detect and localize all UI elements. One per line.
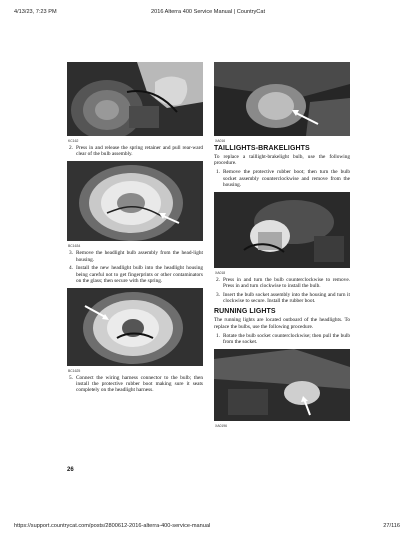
left-column — [67, 62, 203, 398]
step-text: Press in and turn the bulb counterclockwise to remove. Press in and turn clockwise to install the bulb. — [223, 277, 350, 290]
print-title: 2016 Alterra 400 Service Manual | CountryCat — [150, 9, 265, 15]
step-number: 3. — [216, 291, 220, 298]
print-timestamp: 4/13/23, 7:23 PM — [14, 9, 57, 15]
figure-id: XA0196 — [215, 424, 228, 429]
section-intro: The running lights are located outboard of the headlights. To replace the bulbs, use the following procedure. — [214, 317, 350, 330]
step-list-a — [67, 145, 203, 157]
list-item — [214, 277, 350, 289]
photo — [214, 62, 350, 136]
step-number: 2. — [216, 277, 220, 284]
step-number: 1. — [216, 169, 220, 176]
right-column — [214, 62, 350, 430]
step-text: Insert the bulb socket assembly into the housing and turn it clockwise to secure. Install the rubber boot. — [223, 291, 350, 305]
list-item — [214, 169, 350, 188]
list-item — [67, 375, 203, 394]
figure-headlight-bulb — [67, 161, 203, 249]
step-list-c — [67, 375, 203, 394]
figure-id: BC1634 — [68, 244, 81, 249]
section-intro: To replace a taillight-brakelight bulb, use the following procedure. — [214, 154, 350, 167]
step-text: Remove the headlight bulb assembly from the head-light housing. — [76, 250, 203, 263]
figure-taillight-housing — [214, 62, 350, 143]
step-number: 3. — [69, 250, 73, 257]
step-number: 2. — [69, 145, 73, 151]
step-text: Rotate the bulb socket counterclockwise; then pull the bulb from the socket. — [223, 332, 350, 345]
print-page-count: 27/116 — [383, 523, 400, 529]
photo — [214, 349, 350, 421]
taillight-steps-b — [214, 277, 350, 304]
step-number: 5. — [69, 374, 73, 381]
photo — [67, 161, 203, 241]
step-text: Press in and release the spring retainer and pull rear-ward clear of the bulb assembly. — [76, 145, 203, 158]
figure-running-light — [214, 349, 350, 429]
list-item — [67, 250, 203, 262]
list-item — [67, 265, 203, 284]
print-url[interactable]: https://support.countrycat.com/posts/2800612-2016-alterra-400-service-manual — [14, 523, 211, 529]
section-heading-taillights: TAILLIGHTS-BRAKELIGHTS — [214, 145, 310, 152]
figure-id: BC1625 — [68, 368, 81, 373]
figure-id: XA018 — [215, 271, 226, 276]
figure-taillight-socket — [214, 192, 350, 276]
list-item — [67, 145, 203, 157]
list-item — [214, 292, 350, 304]
section-heading-running-lights: RUNNING LIGHTS — [214, 308, 276, 316]
step-text: Install the new headlight bulb into the headlight housing being careful not to get fingerprints or other contaminators on the glass; then secure with the spring. — [76, 265, 203, 284]
figure-headlight-connector — [67, 288, 203, 373]
figure-headlight-retainer — [67, 62, 203, 143]
step-list-b — [67, 250, 203, 284]
figure-id: KC162 — [68, 139, 79, 143]
step-text: Connect the wiring harness connector to the bulb; then install the protective rubber boot making sure it seats completely on the headlight harness. — [76, 374, 203, 394]
page-number: 26 — [67, 467, 74, 473]
list-item — [214, 333, 350, 345]
running-light-steps — [214, 333, 350, 345]
photo — [67, 288, 203, 366]
step-text: Remove the protective rubber boot; then turn the bulb socket assembly counterclockwise and remove from the housing. — [223, 169, 350, 188]
figure-id: XA016 — [215, 139, 226, 143]
photo — [214, 192, 350, 268]
step-number: 4. — [69, 265, 73, 272]
taillight-steps-a — [214, 169, 350, 188]
photo — [67, 62, 203, 136]
step-number: 1. — [216, 332, 220, 339]
